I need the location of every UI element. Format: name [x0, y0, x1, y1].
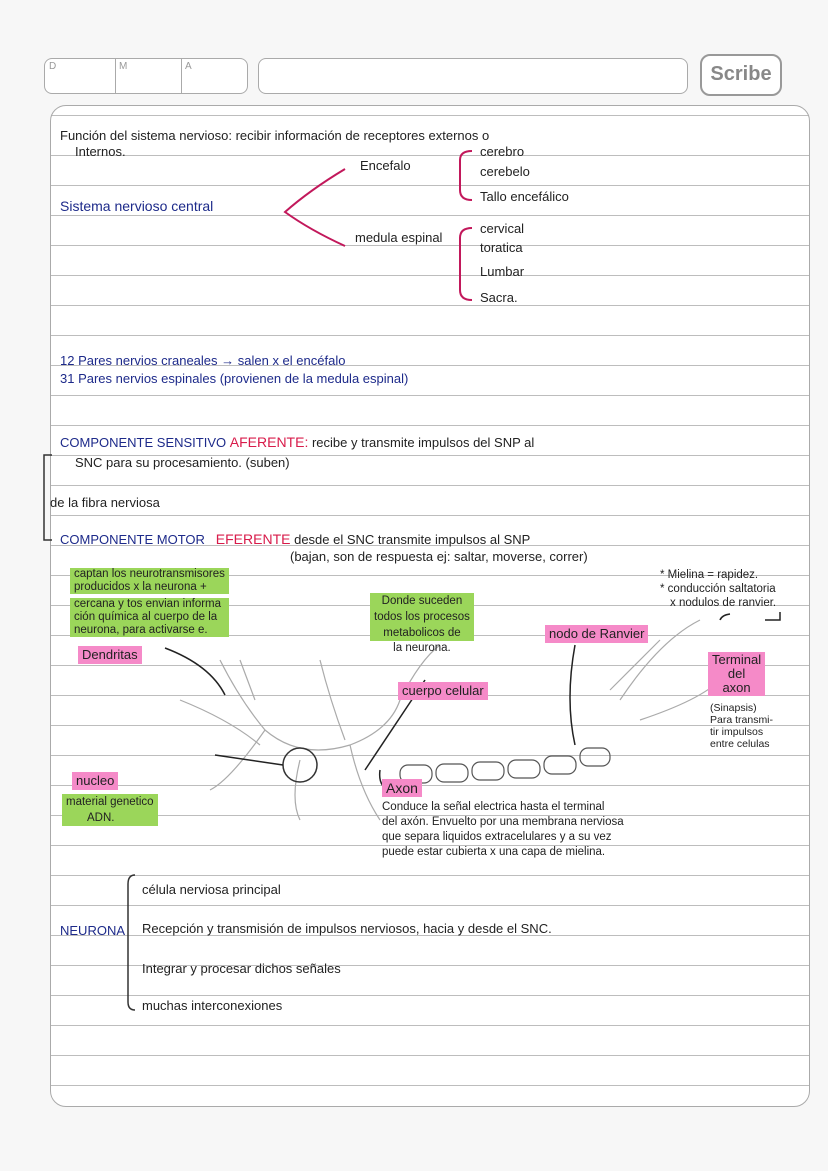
- month-label: M: [119, 61, 128, 72]
- axon-desc: Conduce la señal electrica hasta el terminal del axón. Envuelto por una membrana nerviosa que separa liquidos extracelulares y a su vez puede estar cubierta x una capa de mielina.: [382, 801, 624, 858]
- neurona-brace: [128, 875, 135, 1010]
- motor-text2: (bajan, son de respuesta ej: saltar, moverse, correr): [290, 549, 588, 564]
- terminal-desc: (Sinapsis) Para transmi- tir impulsos entre celulas: [710, 702, 774, 750]
- encefalo-label: Encefalo: [360, 158, 411, 173]
- nucleo-desc: material genetico ADN.: [62, 794, 158, 826]
- cuerpo-label: cuerpo celular: [398, 682, 488, 700]
- nodo-label: nodo de Ranvier: [545, 625, 648, 643]
- medula-part: Sacra.: [480, 290, 518, 305]
- eferente-label: EFERENTE: [215, 531, 291, 547]
- motor-text: desde el SNC transmite impulsos al SNP: [294, 532, 531, 547]
- fibra-label: de la fibra nerviosa: [50, 495, 160, 510]
- encefalo-brace: [460, 151, 472, 200]
- snc-brace: [285, 169, 345, 246]
- day-label: D: [49, 61, 57, 72]
- medula-brace: [460, 228, 472, 300]
- dendritas-desc: captan los neurotransmisores producidos x la neurona + cercana y tos envian informa ción química al cuerpo de la neurona, para activarse e.: [70, 568, 229, 637]
- neurona-item: célula nerviosa principal: [142, 882, 281, 897]
- pares-espinales: 31 Pares nervios espinales (provienen de la medula espinal): [60, 371, 409, 386]
- mielina-note: * Mielina = rapidez. * conducción saltatoria x nodulos de ranvier.: [660, 569, 777, 609]
- axon-myelin: [400, 748, 610, 783]
- medula-part: Lumbar: [480, 264, 525, 279]
- year-label: A: [185, 61, 192, 72]
- nucleus-circle: [283, 748, 317, 782]
- scribe-logo: Scribe: [700, 54, 782, 96]
- aferente-label: AFERENTE:: [229, 434, 309, 450]
- cuerpo-desc: Donde suceden todos los procesos metabolicos de la neurona.: [370, 593, 474, 655]
- encefalo-part: cerebelo: [480, 164, 530, 179]
- pares-craneales: 12 Pares nervios craneales → salen x el encéfalo: [60, 353, 346, 368]
- terminal-label: Terminal del axon: [708, 652, 765, 696]
- sensitivo-text2: SNC para su procesamiento. (suben): [75, 455, 290, 470]
- snc-label: Sistema nervioso central: [60, 198, 214, 214]
- neurona-item: muchas interconexiones: [142, 998, 283, 1013]
- medula-part: cervical: [480, 221, 525, 236]
- medula-label: medula espinal: [355, 230, 443, 245]
- nucleo-label: nucleo: [72, 772, 118, 790]
- axon-label: Axon: [382, 779, 422, 797]
- encefalo-part: cerebro: [480, 144, 525, 159]
- medula-part: toratica: [480, 240, 523, 255]
- motor-label: COMPONENTE MOTOR: [60, 532, 205, 547]
- title-text-cont: Internos.: [75, 144, 126, 159]
- dendritas-label: Dendritas: [78, 646, 142, 664]
- neurona-item: Integrar y procesar dichos señales: [142, 961, 341, 976]
- sensitivo-label: COMPONENTE SENSITIVO: [60, 435, 227, 450]
- encefalo-part: Tallo encefálico: [480, 189, 569, 204]
- sensitivo-text: recibe y transmite impulsos del SNP al: [311, 435, 535, 450]
- neurona-label: NEURONA: [60, 923, 126, 938]
- title-text: Función del sistema nervioso: recibir información de receptores externos o: [60, 128, 490, 143]
- neurona-item: Recepción y transmisión de impulsos nerviosos, hacia y desde el SNC.: [142, 921, 552, 936]
